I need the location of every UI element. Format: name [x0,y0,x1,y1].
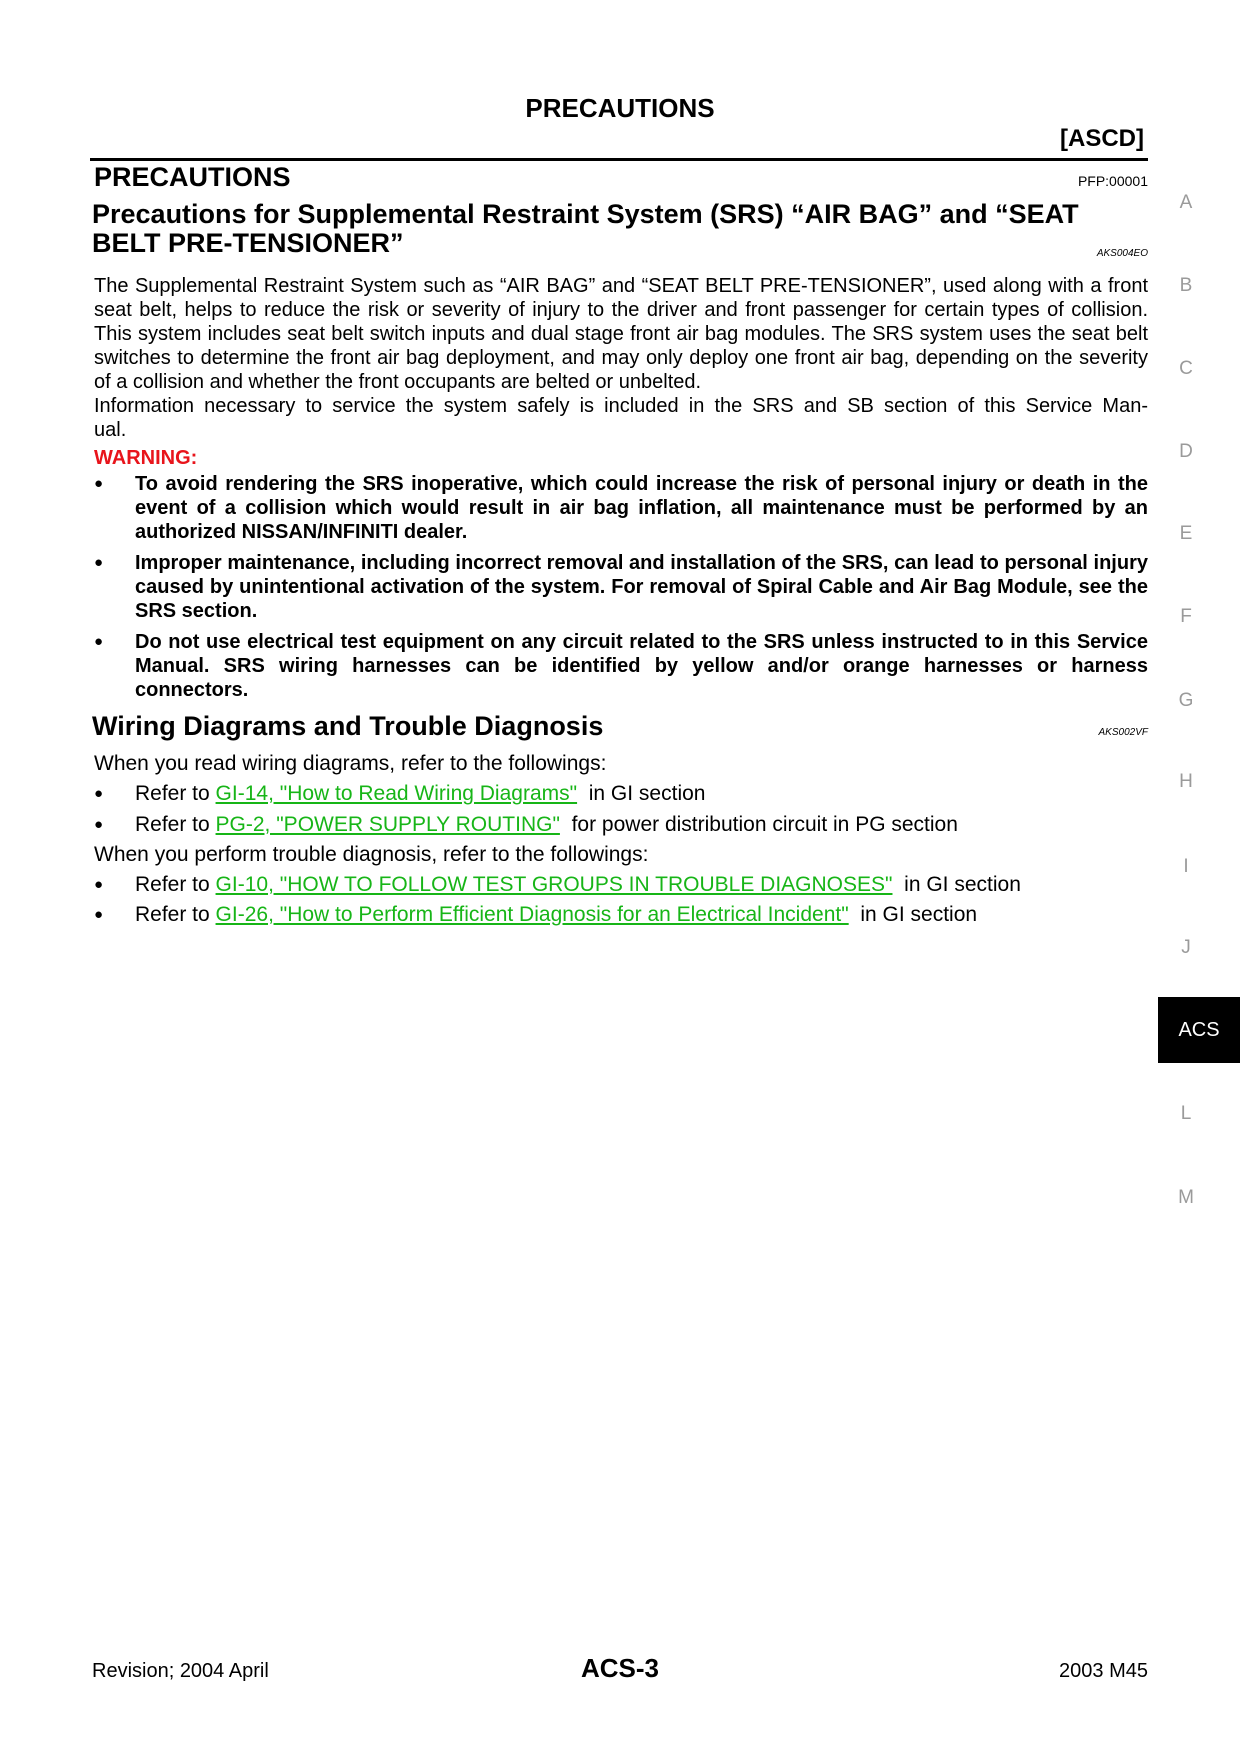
bullet-icon: ● [94,633,104,650]
reference-suffix: in GI section [577,782,706,805]
reference-link-gi-14[interactable]: GI-14, "How to Read Wiring Diagrams" [215,782,578,805]
reference-item [94,902,977,928]
reference-suffix: for power distribution circuit in PG section [559,813,958,836]
side-index-m[interactable]: M [1178,1187,1194,1208]
bullet-icon: ● [94,876,104,893]
wiring-code: AKS002VF [1098,727,1148,738]
bullet-icon: ● [94,475,104,492]
warning-item-text: To avoid rendering the SRS inoperative, which could increase the risk of personal injury or death in the event of a collision which would result in air bag inflation, all maintenance must be performed by an authorized NISSAN/INFINITI dealer. [135,473,1148,543]
warning-item-text: Do not use electrical test equipment on any circuit related to the SRS unless instructed to in this Service Manual. SRS wiring harnesses can be identified by yellow and/or orange harnesses or harness connectors. [135,631,1148,701]
srs-code: AKS004EO [1096,248,1148,259]
warning-item-text: Improper maintenance, including incorrect removal and installation of the SRS, can lead to personal injury caused by unintentional activation of the system. For removal of Spiral Cable and Air Bag Module, see the SRS section. [135,552,1148,622]
reference-prefix: Refer to [135,813,216,836]
warning-label: WARNING: [94,447,198,469]
srs-info-line-2: ual. [94,419,127,441]
reference-link-gi-26[interactable]: GI-26, "How to Perform Efficient Diagnosis for an Electrical Incident" [215,903,849,926]
bullet-icon: ● [94,816,104,833]
wiring-heading: Wiring Diagrams and Trouble Diagnosis [92,711,604,741]
reference-prefix: Refer to [135,782,216,805]
srs-info-line [94,394,1148,442]
side-index-j[interactable]: J [1181,937,1191,958]
srs-heading-line2: BELT PRE-TENSIONER” [92,228,404,258]
side-index-c[interactable]: C [1179,358,1193,379]
side-index-f[interactable]: F [1180,606,1192,627]
bullet-icon: ● [94,554,104,571]
srs-heading-line1: Precautions for Supplemental Restraint System (SRS) “AIR BAG” and “SEAT [92,199,1079,229]
side-index-i[interactable]: I [1183,856,1189,877]
reference-suffix: in GI section [848,903,978,926]
reference-link-pg-2[interactable]: PG-2, "POWER SUPPLY ROUTING" [215,813,560,836]
side-index-l[interactable]: L [1180,1103,1192,1124]
reference-item [94,781,705,807]
warning-item [94,630,1148,702]
warning-item [94,551,1148,623]
side-index-b[interactable]: B [1179,275,1193,296]
reference-prefix: Refer to [135,873,216,896]
side-index-d[interactable]: D [1179,441,1193,462]
reference-item [94,812,958,838]
reference-link-gi-10[interactable]: GI-10, "HOW TO FOLLOW TEST GROUPS IN TROUBLE DIAGNOSES" [215,873,893,896]
warning-list [94,472,1148,709]
side-index-g[interactable]: G [1178,690,1194,711]
page-header-tag: [ASCD] [1060,125,1144,152]
wiring-intro-read: When you read wiring diagrams, refer to the followings: [94,752,607,775]
bullet-icon: ● [94,906,104,923]
reference-prefix: Refer to [135,903,216,926]
reference-suffix: in GI section [892,873,1021,896]
srs-info-line-1: Information necessary to service the system safely is included in the SRS and SB section of this Service Man- [94,395,1148,417]
header-divider [90,158,1148,161]
page-header-title: PRECAUTIONS [525,93,715,123]
footer-page-number: ACS-3 [580,1653,659,1683]
footer-model: 2003 M45 [1059,1660,1148,1682]
side-index-e[interactable]: E [1179,523,1193,544]
side-index-acs-active[interactable]: ACS [1158,997,1240,1063]
section-code: PFP:00001 [1077,173,1148,189]
wiring-intro-diag: When you perform trouble diagnosis, refer to the followings: [94,843,649,866]
bullet-icon: ● [94,785,104,802]
side-index-h[interactable]: H [1179,771,1193,792]
side-index-a[interactable]: A [1179,192,1193,213]
srs-paragraph: The Supplemental Restraint System such as “AIR BAG” and “SEAT BELT PRE-TENSIONER”, used along with a front seat belt, helps to reduce the risk or severity of injury to the driver and front passenger for certain types of collision. This system includes seat belt switch inputs and dual stage front air bag modules. The SRS system uses the seat belt switches to determine the front air bag deployment, and may only deploy one front air bag, depending on the severity of a collision and whether the front occupants are belted or unbelted. [94,275,1148,393]
section-heading: PRECAUTIONS [94,162,291,192]
warning-item [94,472,1148,544]
reference-item [94,872,1021,898]
srs-heading [92,200,1132,258]
footer-revision: Revision; 2004 April [92,1660,269,1682]
